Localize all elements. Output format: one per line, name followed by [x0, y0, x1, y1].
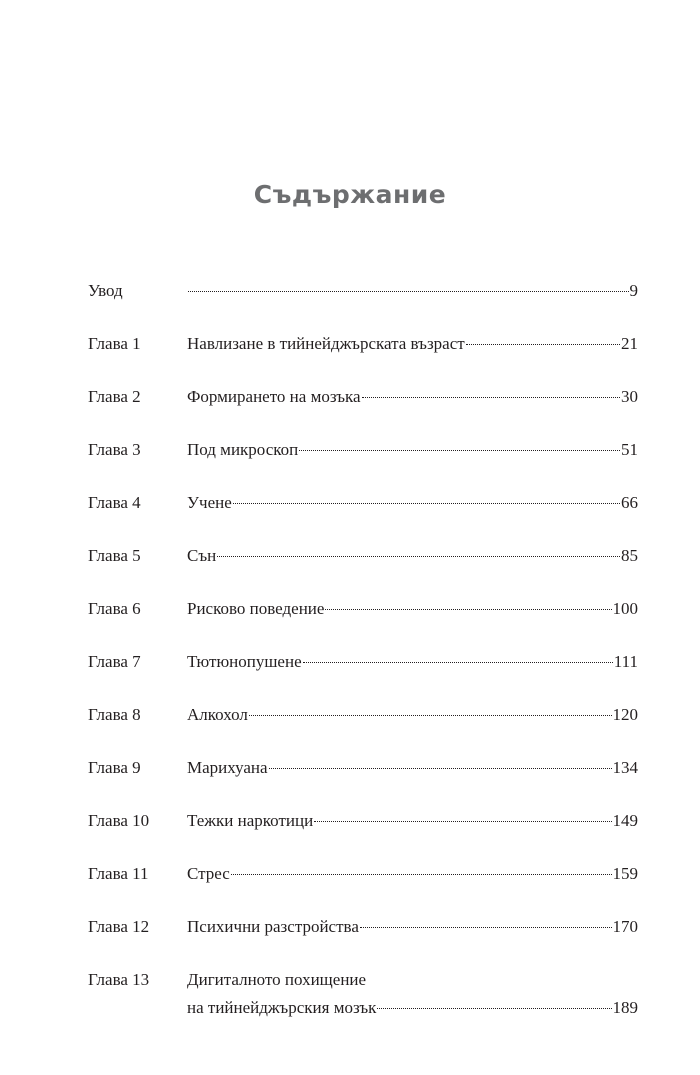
leader-dots — [360, 927, 612, 928]
toc-entry-label: Глава 6 — [88, 599, 141, 618]
leader-dots — [303, 662, 613, 663]
toc-entry-label: Глава 10 — [88, 811, 150, 830]
toc-entry-page: 159 — [612, 864, 638, 883]
toc-entry — [88, 810, 638, 832]
toc-entry — [88, 704, 638, 726]
leader-dots — [188, 291, 629, 292]
leader-dots — [233, 503, 620, 504]
toc-entry-label: Глава 9 — [88, 758, 141, 777]
leader-dots — [325, 609, 611, 610]
toc-entry-title-line-1: Дигиталното похищение — [187, 970, 367, 989]
toc-entry — [88, 863, 638, 885]
toc-entry-page: 189 — [612, 998, 638, 1017]
leader-dots — [217, 556, 620, 557]
toc-entry-page: 21 — [621, 334, 638, 353]
toc-entry-title: Сън — [187, 546, 217, 565]
toc-entry-page: 149 — [612, 811, 638, 830]
page-title: Съдържание — [253, 180, 447, 209]
toc-entry — [88, 916, 638, 938]
toc-entry-label: Глава 2 — [88, 387, 141, 406]
toc-entry — [88, 333, 638, 355]
toc-entry-page: 30 — [621, 387, 638, 406]
toc-entry-label: Глава 12 — [88, 917, 150, 936]
toc-entry-title: Тютюнопушене — [187, 652, 302, 671]
leader-dots — [466, 344, 620, 345]
toc-entry — [88, 651, 638, 673]
leader-dots — [299, 450, 620, 451]
toc-entry-title: Навлизане в тийнейджърската възраст — [187, 334, 465, 353]
toc-entry — [88, 598, 638, 620]
leader-dots — [362, 397, 620, 398]
toc-entry-page: 51 — [621, 440, 638, 459]
toc-entry-page: 134 — [612, 758, 638, 777]
toc-entry-page: 170 — [612, 917, 638, 936]
toc-entry — [88, 386, 638, 408]
toc-entry — [88, 757, 638, 779]
toc-entry — [88, 280, 638, 302]
toc-entry-label: Глава 7 — [88, 652, 141, 671]
toc-entry-page: 120 — [612, 705, 638, 724]
leader-dots — [231, 874, 612, 875]
toc-entry-title: Под микроскоп — [187, 440, 299, 459]
toc-entry-title: Стрес — [187, 864, 230, 883]
toc-entry-label: Глава 8 — [88, 705, 141, 724]
toc-entry-title: Алкохол — [187, 705, 248, 724]
toc-entry-label: Глава 5 — [88, 546, 141, 565]
toc-entry-title: Марихуана — [187, 758, 268, 777]
leader-dots — [269, 768, 612, 769]
toc-entry-title: Учене — [187, 493, 232, 512]
toc-entry — [88, 439, 638, 461]
toc-entry — [88, 545, 638, 567]
toc-entry — [88, 492, 638, 514]
toc-entry-page: 85 — [621, 546, 638, 565]
toc-entry-label: Глава 3 — [88, 440, 141, 459]
toc-entry-title: Психични разстройства — [187, 917, 359, 936]
toc-entry-page: 9 — [629, 281, 638, 300]
toc-entry-label: Увод — [88, 281, 123, 300]
toc-entry-page: 111 — [613, 652, 638, 671]
toc-entry-label: Глава 1 — [88, 334, 141, 353]
toc-entry-label: Глава 4 — [88, 493, 141, 512]
toc-entry-title: на тийнейджърския мозък — [187, 998, 377, 1017]
toc-entry-title: Тежки наркотици — [187, 811, 314, 830]
toc-entry-page: 66 — [621, 493, 638, 512]
toc-entry-page: 100 — [612, 599, 638, 618]
toc-entry-title: Формирането на мозъка — [187, 387, 361, 406]
leader-dots — [377, 1008, 611, 1009]
toc-entry-label: Глава 13 — [88, 970, 150, 989]
table-of-contents — [88, 280, 638, 1050]
leader-dots — [314, 821, 611, 822]
toc-entry-label: Глава 11 — [88, 864, 149, 883]
toc-entry-title: Рисково поведение — [187, 599, 325, 618]
leader-dots — [249, 715, 612, 716]
toc-entry — [88, 969, 638, 1019]
